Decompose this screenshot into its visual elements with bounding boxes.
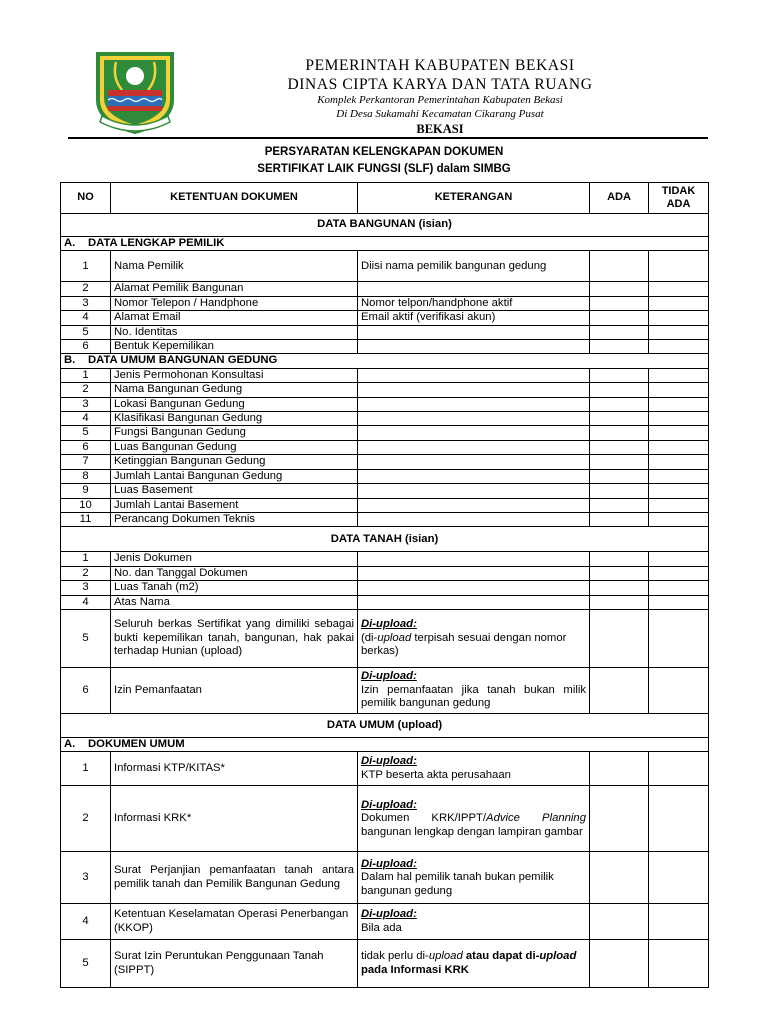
tidak-ada-cell[interactable]: [649, 251, 709, 282]
tidak-ada-cell[interactable]: [649, 340, 709, 354]
tidak-ada-cell[interactable]: [649, 752, 709, 786]
ada-cell[interactable]: [590, 498, 649, 512]
table-row: 3 Nomor Telepon / Handphone Nomor telpon/handphone aktif: [61, 296, 709, 310]
ada-cell[interactable]: [590, 595, 649, 609]
ada-cell[interactable]: [590, 469, 649, 483]
tidak-ada-cell[interactable]: [649, 786, 709, 852]
ada-cell[interactable]: [590, 566, 649, 580]
ada-cell[interactable]: [590, 412, 649, 426]
table-row: 1 Jenis Dokumen: [61, 552, 709, 566]
ada-cell[interactable]: [590, 455, 649, 469]
table-row: 3 Surat Perjanjian pemanfaatan tanah antara pemilik tanah dan Pemilik Bangunan Gedung Di-upload: Dalam hal pemilik tanah bukan pemilik bangunan gedung: [61, 852, 709, 904]
table-row: 4 Klasifikasi Bangunan Gedung: [61, 412, 709, 426]
table-row: 4 Atas Nama: [61, 595, 709, 609]
table-row: 8 Jumlah Lantai Bangunan Gedung: [61, 469, 709, 483]
tidak-ada-cell[interactable]: [649, 595, 709, 609]
subsection-pemilik: A. DATA LENGKAP PEMILIK: [61, 237, 709, 251]
ada-cell[interactable]: [590, 581, 649, 595]
letterhead: [0, 0, 768, 140]
tidak-ada-cell[interactable]: [649, 325, 709, 339]
table-row: 6 Luas Bangunan Gedung: [61, 440, 709, 454]
ada-cell[interactable]: [590, 852, 649, 904]
tidak-ada-cell[interactable]: [649, 566, 709, 580]
table-row: 7 Ketinggian Bangunan Gedung: [61, 455, 709, 469]
ada-cell[interactable]: [590, 484, 649, 498]
table-row: 1 Jenis Permohonan Konsultasi: [61, 368, 709, 382]
table-row: 5 No. Identitas: [61, 325, 709, 339]
tidak-ada-cell[interactable]: [649, 455, 709, 469]
requirements-table: [60, 182, 709, 988]
ada-cell[interactable]: [590, 940, 649, 988]
table-row: 5 Surat Izin Peruntukan Penggunaan Tanah (SIPPT) tidak perlu di-upload atau dapat di-upload pada Informasi KRK: [61, 940, 709, 988]
ada-cell[interactable]: [590, 383, 649, 397]
section-data-umum: DATA UMUM (upload): [61, 713, 709, 737]
ada-cell[interactable]: [590, 325, 649, 339]
col-header-tidak-ada: TIDAK ADA: [649, 183, 709, 214]
ada-cell[interactable]: [590, 609, 649, 667]
ada-cell[interactable]: [590, 426, 649, 440]
tidak-ada-cell[interactable]: [649, 552, 709, 566]
ada-cell[interactable]: [590, 440, 649, 454]
tidak-ada-cell[interactable]: [649, 440, 709, 454]
tidak-ada-cell[interactable]: [649, 512, 709, 526]
table-row: 5 Seluruh berkas Sertifikat yang dimiliki sebagai bukti kepemilikan tanah, bangunan, hak pakai terhadap Hunian (upload) Di-upload: (di-upload terpisah sesuai dengan nomor berkas): [61, 609, 709, 667]
table-header-row: [61, 183, 709, 214]
table-row: 2 Informasi KRK* Di-upload: Dokumen KRK/IPPT/Advice Planning bangunan lengkap dengan lampiran gambar: [61, 786, 709, 852]
table-row: 1 Nama Pemilik Diisi nama pemilik bangunan gedung: [61, 251, 709, 282]
address-line-1: Komplek Perkantoran Pemerintahan Kabupaten Bekasi: [317, 94, 563, 106]
table-row: 6 Izin Pemanfaatan Di-upload: Izin pemanfaatan jika tanah bukan milik pemilik bangunan gedung: [61, 667, 709, 713]
department-name: DINAS CIPTA KARYA DAN TATA RUANG: [287, 76, 593, 93]
tidak-ada-cell[interactable]: [649, 667, 709, 713]
tidak-ada-cell[interactable]: [649, 484, 709, 498]
ada-cell[interactable]: [590, 296, 649, 310]
tidak-ada-cell[interactable]: [649, 383, 709, 397]
tidak-ada-cell[interactable]: [649, 282, 709, 296]
tidak-ada-cell[interactable]: [649, 311, 709, 325]
ada-cell[interactable]: [590, 340, 649, 354]
ada-cell[interactable]: [590, 282, 649, 296]
section-data-bangunan: DATA BANGUNAN (isian): [61, 214, 709, 237]
table-row: 4 Ketentuan Keselamatan Operasi Penerbangan (KKOP) Di-upload: Bila ada: [61, 904, 709, 940]
ada-cell[interactable]: [590, 752, 649, 786]
ada-cell[interactable]: [590, 397, 649, 411]
col-header-keterangan: KETERANGAN: [358, 183, 590, 214]
bekasi-regency-emblem-icon: [92, 50, 178, 134]
tidak-ada-cell[interactable]: [649, 609, 709, 667]
table-row: 9 Luas Basement: [61, 484, 709, 498]
document-title: PERSYARATAN KELENGKAPAN DOKUMEN: [264, 146, 504, 158]
table-row: 3 Lokasi Bangunan Gedung: [61, 397, 709, 411]
table-row: 4 Alamat Email Email aktif (verifikasi akun): [61, 311, 709, 325]
tidak-ada-cell[interactable]: [649, 296, 709, 310]
col-header-ketentuan: KETENTUAN DOKUMEN: [111, 183, 358, 214]
ada-cell[interactable]: [590, 368, 649, 382]
ada-cell[interactable]: [590, 904, 649, 940]
ada-cell[interactable]: [590, 552, 649, 566]
table-row: 2 No. dan Tanggal Dokumen: [61, 566, 709, 580]
tidak-ada-cell[interactable]: [649, 498, 709, 512]
tidak-ada-cell[interactable]: [649, 412, 709, 426]
table-row: 1 Informasi KTP/KITAS* Di-upload: KTP beserta akta perusahaan: [61, 752, 709, 786]
document-subtitle: SERTIFIKAT LAIK FUNGSI (SLF) dalam SIMBG: [257, 163, 511, 175]
table-row: 5 Fungsi Bangunan Gedung: [61, 426, 709, 440]
tidak-ada-cell[interactable]: [649, 940, 709, 988]
subsection-dokumen: A. DOKUMEN UMUM: [61, 737, 709, 751]
table-row: 11 Perancang Dokumen Teknis: [61, 512, 709, 526]
tidak-ada-cell[interactable]: [649, 397, 709, 411]
table-row: 6 Bentuk Kepemilikan: [61, 340, 709, 354]
table-row: 2 Nama Bangunan Gedung: [61, 383, 709, 397]
header-divider: [68, 137, 708, 139]
government-name: PEMERINTAH KABUPATEN BEKASI: [305, 57, 575, 74]
tidak-ada-cell[interactable]: [649, 469, 709, 483]
section-data-tanah: DATA TANAH (isian): [61, 527, 709, 552]
col-header-no: NO: [61, 183, 111, 214]
ada-cell[interactable]: [590, 251, 649, 282]
tidak-ada-cell[interactable]: [649, 904, 709, 940]
table-row: 10 Jumlah Lantai Basement: [61, 498, 709, 512]
address-line-2: Di Desa Sukamahi Kecamatan Cikarang Pusat: [336, 107, 544, 120]
tidak-ada-cell[interactable]: [649, 426, 709, 440]
ada-cell[interactable]: [590, 512, 649, 526]
ada-cell[interactable]: [590, 311, 649, 325]
tidak-ada-cell[interactable]: [649, 581, 709, 595]
col-header-ada: ADA: [590, 183, 649, 214]
tidak-ada-cell[interactable]: [649, 368, 709, 382]
tidak-ada-cell[interactable]: [649, 852, 709, 904]
table-row: 2 Alamat Pemilik Bangunan: [61, 282, 709, 296]
city-name: BEKASI: [416, 122, 464, 136]
ada-cell[interactable]: [590, 667, 649, 713]
table-row: 3 Luas Tanah (m2): [61, 581, 709, 595]
ada-cell[interactable]: [590, 786, 649, 852]
subsection-bangunan: B. DATA UMUM BANGUNAN GEDUNG: [61, 354, 709, 368]
